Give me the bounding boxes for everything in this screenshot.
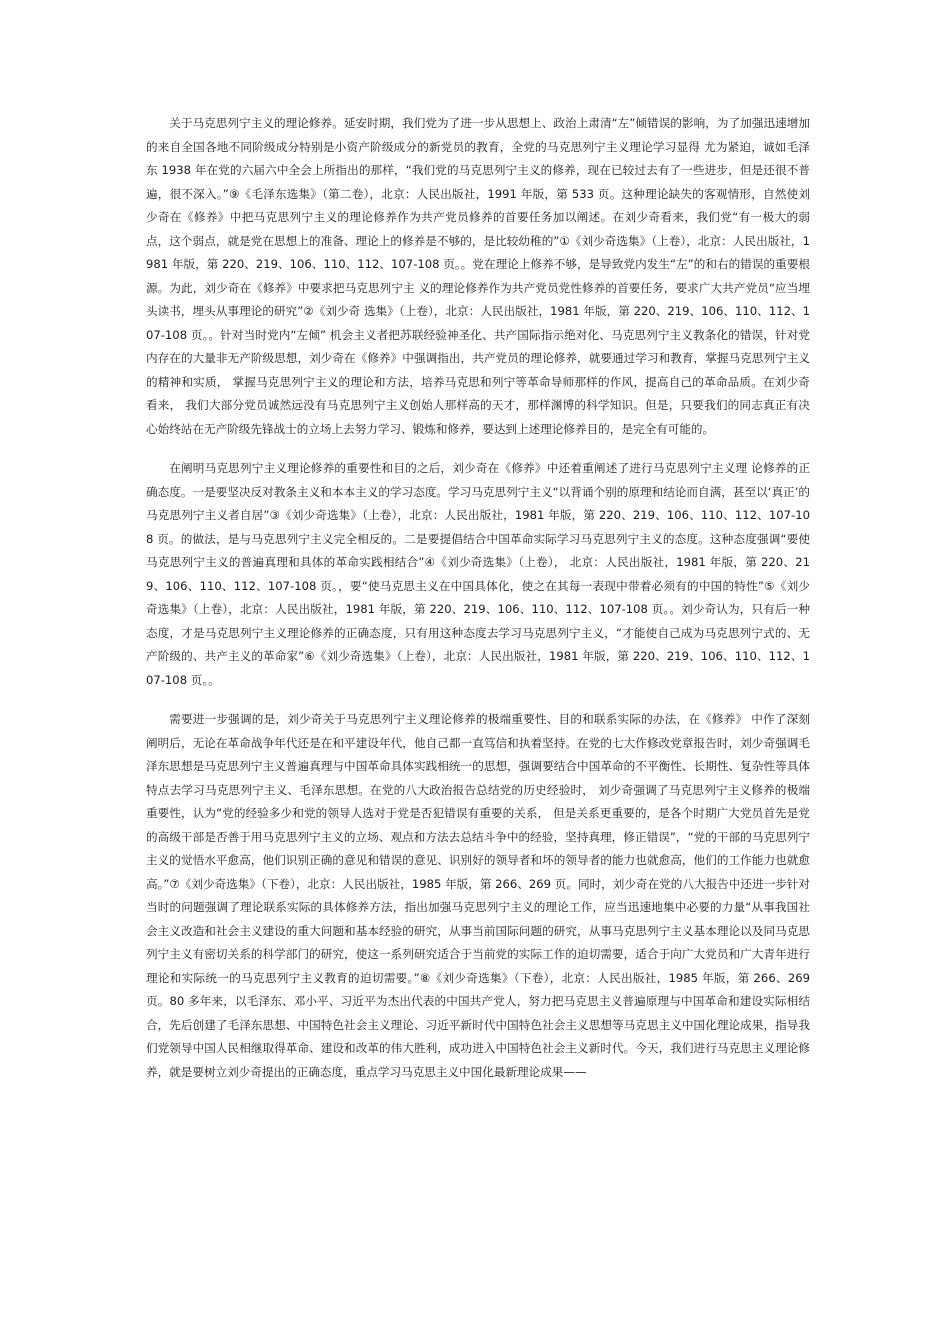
paragraph-correct-attitude: 在阐明马克思列宁主义理论修养的重要性和目的之后，刘少奇在《修养》中还着重阐述了进行马克思列宁主义理 论修养的正确态度。一是要坚决反对教条主义和本本主义的学习态度。学习马克思列宁主义“以背诵个别的原理和结论而自满，甚至以‘真正’的马克思列宁主义者自居”③《刘少奇选集》（上卷），北京：人民出版社，1981 年版，第 220、219、106、110、112、107-108 页。的做法，是与马克思列宁主义完全相反的。二是要提倡结合中国革命实际学习马克思列宁主义的态度。这种态度强调“要使马克思列宁主义的普遍真理和具体的革命实践相结合”④《刘少奇选集》（上卷）， 北京：人民出版社，1981 年版，第 220、219、106、110、112、107-108 页。，要“使马克思主义在中国具体化，使之在其每一表现中带着必须有的中国的特性”⑤《刘少奇选集》（上卷），北京：人民出版社，1981 年版，第 220、219、106、110、112、107-108 页。。刘少奇认为，只有后一种态度，才是马克思列宁主义理论修养的正确态度，只有用这种态度去学习马克思列宁主义，“才能使自己成为马克思列宁式的、无产阶级的、共产主义的革命家”⑥《刘少奇选集》（上卷），北京：人民出版社，1981 年版，第 220、219、106、110、112、107-108 页。。 [146, 461, 810, 687]
paragraph-theory-cultivation: 关于马克思列宁主义的理论修养。延安时期，我们党为了进一步从思想上、政治上肃清“左”倾错误的影响，为了加强迅速增加的来自全国各地不同阶级成分特别是小资产阶级成分的新党员的教育，全党的马克思列宁主义理论学习显得 尤为紧迫，诚如毛泽东 1938 年在党的六届六中全会上所指出的那样，“我们党的马克思列宁主义的修养，现在已较过去有了一些进步，但是还很不普遍，很不深入。”⑨《毛泽东选集》（第二卷），北京：人民出版社，1991 年版，第 533 页。这种理论缺失的客观情形，自然使刘少奇在《修养》中把马克思列宁主义的理论修养作为共产党员修养的首要任务加以阐述。在刘少奇看来，我们党“有一极大的弱点，这个弱点，就是党在思想上的准备、理论上的修养是不够的，是比较幼稚的”①《刘少奇选集》（上卷），北京：人民出版社，1981 年版，第 220、219、106、110、112、107-108 页。。党在理论上修养不够，是导致党内发生“左”的和右的错误的重要根源。为此，刘少奇在《修养》中要求把马克思列宁主 义的理论修养作为共产党员党性修养的首要任务，要求广大共产党员“应当埋头读书，埋头从事理论的研究”②《刘少奇 选集》（上卷），北京：人民出版社，1981 年版，第 220、219、106、110、112、107-108 页。。针对当时党内“左倾” 机会主义者把苏联经验神圣化、共产国际指示绝对化、马克思列宁主义教条化的错误，针对党内存在的大量非无产阶级思想，刘少奇在《修养》中强调指出，共产党员的理论修养，就要通过学习和教育，掌握马克思列宁主义的精神和实质， 掌握马克思列宁主义的理论和方法，培养马克思和列宁等革命导师那样的作风，提高自己的革命品质。在刘少奇看来， 我们大部分党员诚然远没有马克思列宁主义创始人那样高的天才，那样渊博的科学知识。但是，只要我们的同志真正有决心始终站在无产阶级先锋战士的立场上去努力学习、锻炼和修养，要达到上述理论修养目的，是完全有可能的。 [146, 116, 810, 436]
paragraph-further-emphasis: 需要进一步强调的是，刘少奇关于马克思列宁主义理论修养的极端重要性、目的和联系实际的办法，在《修养》 中作了深刻阐明后，无论在革命战争年代还是在和平建设年代，他自己都一直笃信和执着坚持。在党的七大作修改党章报告时，刘少奇强调毛泽东思想是马克思列宁主义普遍真理与中国革命具体实践相统一的思想，强调要结合中国革命的不平衡性、长期性、复杂性等具体特点去学习马克思列宁主义、毛泽东思想。在党的八大政治报告总结党的历史经验时， 刘少奇强调了马克思列宁主义修养的极端重要性，认为“党的经验多少和党的领导人选对于党是否犯错误有重要的关系， 但是关系更重要的，是各个时期广大党员首先是党的高级干部是否善于用马克思列宁主义的立场、观点和方法去总结斗争中的经验，坚持真理，修正错误”，“党的干部的马克思列宁主义的觉悟水平愈高，他们识别正确的意见和错误的意见、识别好的领导者和坏的领导者的能力也就愈高，他们的工作能力也就愈高。”⑦《刘少奇选集》（下卷），北京：人民出版社，1985 年版，第 266、269 页。同时，刘少奇在党的八大报告中还进一步针对当时的问题强调了理论联系实际的具体修养方法，指出加强马克思列宁主义的理论工作，应当迅速地集中必要的力量“从事我国社会主义改造和社会主义建设的重大问题和基本经验的研究，从事当前国际问题的研究，从事马克思列宁主义基本理论以及同马克思列宁主义有密切关系的科学部门的研究，使这一系列研究适合于当前党的实际工作的迫切需要，适合于向广大党员和广大青年进行理论和实际统一的马克思列宁主义教育的迫切需要。”⑧《刘少奇选集》（下卷），北京：人民出版社，1985 年版，第 266、269 页。80 多年来，以毛泽东、邓小平、习近平为杰出代表的中国共产党人，努力把马克思主义普遍原理与中国革命和建设实际相结合，先后创建了毛泽东思想、中国特色社会主义理论、习近平新时代中国特色社会主义思想等马克思主义中国化理论成果，指导我们党领导中国人民相继取得革命、建设和改革的伟大胜利，成功进入中国特色社会主义新时代。今天，我们进行马克思主义理论修养，就是要树立刘少奇提出的正确态度，重点学习马克思主义中国化最新理论成果—— [146, 712, 810, 1079]
document-body [146, 112, 810, 1100]
